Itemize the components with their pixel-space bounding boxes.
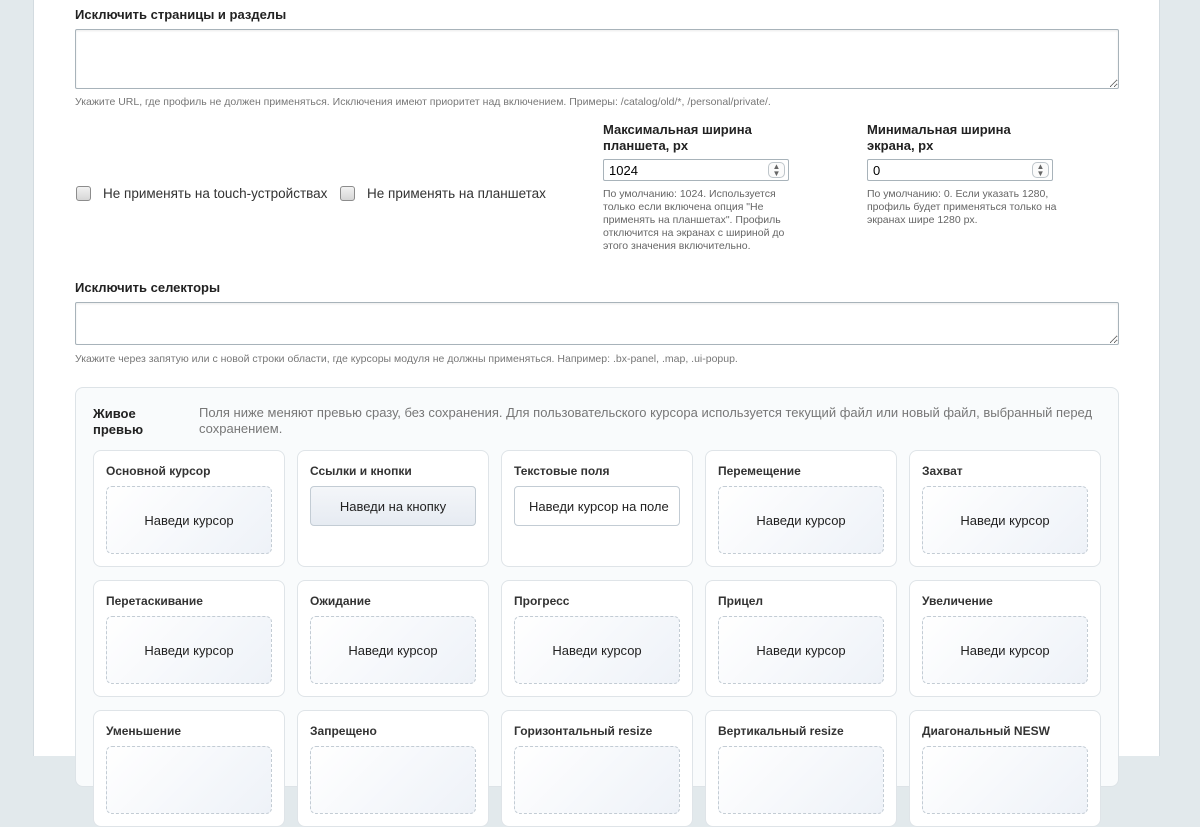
preview-card-title: Вертикальный resize: [718, 724, 844, 738]
live-preview-box: [75, 387, 1119, 787]
preview-card: [501, 710, 693, 827]
preview-card-title: Захват: [922, 464, 963, 478]
exclude-selectors-hint: Укажите через запятую или с новой строки области, где курсоры модуля не должны применяться. Например: .bx-panel, .map, .ui-popup.: [75, 353, 738, 365]
preview-card-title: Перетаскивание: [106, 594, 203, 608]
preview-card-title: Перемещение: [718, 464, 801, 478]
max-tablet-spinner-icon[interactable]: ▲ ▼: [768, 162, 785, 178]
preview-hover-zone[interactable]: Наведи курсор: [310, 616, 476, 684]
preview-card: [909, 450, 1101, 567]
preview-hover-zone[interactable]: [106, 746, 272, 814]
min-screen-hint: По умолчанию: 0. Если указать 1280, профиль будет применяться только на экранах шире 1280 px.: [867, 188, 1057, 226]
preview-card-title: Горизонтальный resize: [514, 724, 653, 738]
preview-card-title: Диагональный NESW: [922, 724, 1050, 738]
preview-card-title: Запрещено: [310, 724, 377, 738]
preview-card-title: Уменьшение: [106, 724, 182, 738]
exclude-pages-textarea[interactable]: [75, 29, 1119, 89]
preview-card-title: Ссылки и кнопки: [310, 464, 412, 478]
exclude-selectors-textarea[interactable]: [75, 302, 1119, 345]
preview-card-title: Основной курсор: [106, 464, 211, 478]
preview-card-title: Увеличение: [922, 594, 993, 608]
preview-hover-zone[interactable]: Наведи курсор: [718, 616, 884, 684]
min-screen-input[interactable]: [867, 159, 1053, 181]
preview-card-title: Ожидание: [310, 594, 371, 608]
preview-card: [705, 710, 897, 827]
touch-checkbox-row[interactable]: [76, 186, 327, 201]
preview-card: [909, 580, 1101, 697]
min-screen-title: Минимальная ширина экрана, px: [867, 122, 1011, 153]
preview-card: [501, 580, 693, 697]
preview-card: [93, 450, 285, 567]
min-screen-spinner-icon[interactable]: ▲ ▼: [1032, 162, 1049, 178]
preview-card: [705, 580, 897, 697]
max-tablet-hint: По умолчанию: 1024. Используется только если включена опция "Не применять на планшетах". Профиль отключится на экранах с шириной до этого значения включительно.: [603, 188, 785, 252]
preview-card: [93, 580, 285, 697]
max-tablet-value: 1024: [609, 163, 638, 178]
exclude-pages-label: Исключить страницы и разделы: [75, 7, 287, 22]
preview-hover-zone[interactable]: Наведи курсор: [514, 616, 680, 684]
preview-card: [705, 450, 897, 567]
preview-card-title: Прогресс: [514, 594, 570, 608]
preview-hover-zone[interactable]: Наведи курсор: [106, 486, 272, 554]
preview-hover-zone[interactable]: [922, 746, 1088, 814]
preview-hover-zone[interactable]: [718, 746, 884, 814]
preview-card: [501, 450, 693, 567]
preview-card: [297, 580, 489, 697]
preview-hover-zone[interactable]: Наведи курсор: [106, 616, 272, 684]
max-tablet-title: Максимальная ширина планшета, px: [603, 122, 752, 153]
preview-card-title: Текстовые поля: [514, 464, 610, 478]
tablets-checkbox-label: Не применять на планшетах: [367, 186, 546, 201]
preview-text-field[interactable]: Наведи курсор на поле: [514, 486, 680, 526]
touch-checkbox[interactable]: [76, 186, 91, 201]
preview-card: [93, 710, 285, 827]
preview-hover-zone[interactable]: Наведи курсор: [922, 616, 1088, 684]
settings-panel: [33, 0, 1160, 756]
tablets-checkbox[interactable]: [340, 186, 355, 201]
preview-hover-zone[interactable]: Наведи курсор: [718, 486, 884, 554]
touch-checkbox-label: Не применять на touch-устройствах: [103, 186, 328, 201]
preview-card: [909, 710, 1101, 827]
preview-card: [297, 450, 489, 567]
preview-hover-zone[interactable]: Наведи курсор: [922, 486, 1088, 554]
live-preview-title: Живое превью: [93, 406, 144, 437]
preview-card: [297, 710, 489, 827]
preview-hover-zone[interactable]: [310, 746, 476, 814]
exclude-pages-hint: Укажите URL, где профиль не должен применяться. Исключения имеют приоритет над включением. Примеры: /catalog/old/*, /personal/private/.: [75, 96, 771, 108]
live-preview-description: Поля ниже меняют превью сразу, без сохранения. Для пользовательского курсора используется текущий файл или новый файл, выбранный перед сохранением.: [199, 405, 1093, 436]
min-screen-value: 0: [873, 163, 881, 178]
preview-card-title: Прицел: [718, 594, 764, 608]
exclude-selectors-label: Исключить селекторы: [75, 280, 221, 295]
tablets-checkbox-row[interactable]: [340, 186, 546, 201]
max-tablet-input[interactable]: [603, 159, 789, 181]
preview-hover-zone[interactable]: [514, 746, 680, 814]
preview-hover-button[interactable]: Наведи на кнопку: [310, 486, 476, 526]
